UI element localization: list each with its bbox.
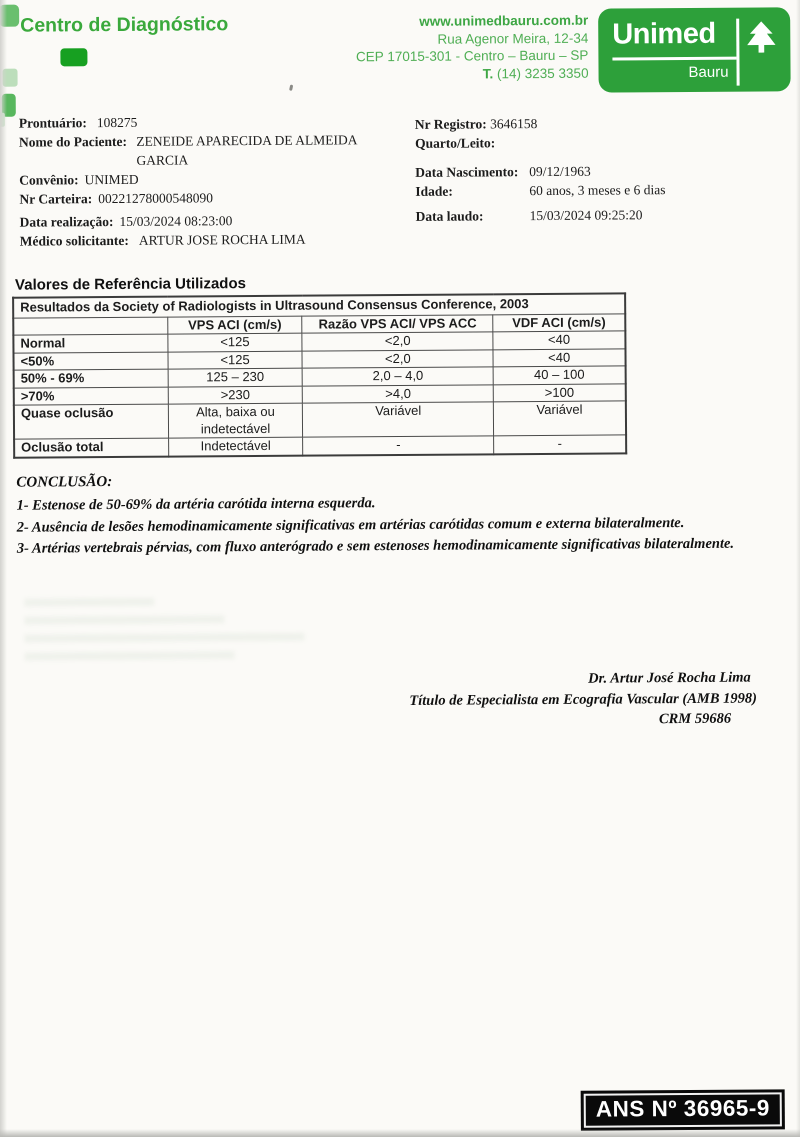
scan-edge — [0, 1129, 800, 1137]
ans-number: ANS Nº 36965-9 — [595, 1095, 770, 1122]
patient-info-right — [415, 112, 788, 226]
field-carteira: Nr Carteira: 00221278000548090 — [19, 190, 214, 207]
cell-razao: 2,0 – 4,0 — [302, 367, 493, 386]
field-realizacao: Data realização: 15/03/2024 08:23:00 — [19, 213, 233, 230]
address-line-1: Rua Agenor Meira, 12-34 — [437, 30, 589, 47]
cell-vps: >230 — [168, 386, 303, 404]
section-title: Valores de Referência Utilizados — [14, 275, 247, 294]
col-header-razao: Razão VPS ACI/ VPS ACC — [302, 314, 493, 333]
header-address — [316, 12, 588, 84]
website-text: www.unimedbauru.com.br — [419, 12, 589, 29]
conclusion-item: 3- Artérias vertebrais pérvias, com fluxo anterógrado e sem estenoses hemodinamicamente significativas bilateralmente. — [16, 535, 735, 557]
table-row — [14, 435, 626, 457]
cell-vps: 125 – 230 — [168, 368, 303, 386]
cell-label: Quase oclusão — [14, 404, 168, 439]
cell-label: 50% - 69% — [14, 369, 168, 388]
phone-prefix: T. — [482, 65, 494, 81]
scan-speck — [289, 85, 293, 91]
field-idade: Idade: 60 anos, 3 meses e 6 dias — [415, 182, 666, 199]
cell-vdf: >100 — [493, 383, 625, 401]
unimed-logo — [598, 7, 791, 92]
cell-vps: Alta, baixa ou indetectável — [168, 403, 303, 438]
cell-vps: <125 — [168, 351, 303, 369]
conclusion-item: 1- Estenose de 50-69% da artéria carótida interna esquerda. — [16, 495, 376, 514]
bleed-through-mark — [25, 651, 235, 660]
patient-info-left — [19, 111, 412, 251]
bleed-through-mark — [24, 615, 224, 624]
table-caption: Resultados da Society of Radiologists in Ultrasound Consensus Conference, 2003 — [13, 293, 625, 317]
scan-edge — [796, 0, 800, 1137]
cell-vdf: - — [494, 435, 626, 454]
ans-registration-box — [581, 1089, 785, 1130]
doctor-name: Dr. Artur José Rocha Lima — [588, 669, 751, 687]
address-line-2: CEP 17015-301 - Centro – Bauru – SP — [355, 47, 589, 65]
field-registro: Nr Registro: 3646158 — [414, 116, 538, 132]
cell-vps: Indetectável — [168, 437, 303, 456]
cell-vps: <125 — [168, 333, 303, 351]
cell-razao: <2,0 — [302, 349, 493, 368]
cell-vdf: <40 — [493, 331, 625, 349]
unimed-tree-icon — [744, 19, 778, 60]
field-nascimento: Data Nascimento: 09/12/1963 — [415, 163, 591, 180]
field-quarto: Quarto/Leito: — [414, 135, 496, 151]
phone-number: (14) 3235 3350 — [496, 65, 589, 81]
field-nome: Nome do Paciente: ZENEIDE APARECIDA DE ALMEIDA GARCIA — [18, 132, 357, 168]
cell-vdf: <40 — [493, 348, 625, 366]
table-row — [14, 401, 626, 439]
col-header-vps: VPS ACI (cm/s) — [167, 316, 302, 334]
conclusion-item: 2- Ausência de lesões hemodinamicamente significativas em artérias carótidas comum e externa bilateralmente. — [16, 514, 685, 536]
scan-edge — [0, 0, 7, 1137]
field-convenio: Convênio: UNIMED — [19, 171, 139, 188]
field-laudo: Data laudo: 15/03/2024 09:25:20 — [415, 207, 643, 224]
cell-vdf: 40 – 100 — [493, 366, 625, 384]
col-header-empty — [13, 317, 167, 336]
cell-razao: - — [303, 436, 494, 455]
cell-label: Oclusão total — [14, 438, 168, 457]
conclusion-section — [16, 469, 769, 560]
clinic-title: Centro de Diagnóstico — [20, 13, 229, 37]
cell-razao: <2,0 — [302, 332, 493, 351]
logo-city-text: Bauru — [688, 63, 729, 81]
field-solicitante: Médico solicitante: ARTUR JOSE ROCHA LIMA — [19, 231, 306, 249]
cell-label: <50% — [13, 352, 167, 371]
cell-razao: Variável — [303, 402, 494, 437]
bleed-through-mark — [24, 598, 154, 607]
decor-square — [60, 48, 87, 66]
bleed-through-mark — [24, 633, 304, 643]
cell-label: >70% — [14, 387, 168, 406]
field-prontuario: Prontuário: 108275 — [18, 114, 138, 131]
phone-line — [316, 64, 588, 83]
col-header-vdf: VDF ACI (cm/s) — [493, 313, 625, 331]
cell-razao: >4,0 — [303, 384, 494, 403]
reference-table — [12, 292, 627, 458]
logo-brand-text: Unimed — [612, 19, 736, 60]
cell-vdf: Variável — [494, 401, 626, 436]
cell-label: Normal — [13, 334, 167, 353]
doctor-title: Título de Especialista em Ecografia Vascular (AMB 1998) — [409, 690, 757, 709]
signature-block — [337, 668, 757, 732]
conclusion-heading: CONCLUSÃO: — [16, 474, 113, 491]
doctor-crm: CRM 59686 — [658, 710, 732, 728]
